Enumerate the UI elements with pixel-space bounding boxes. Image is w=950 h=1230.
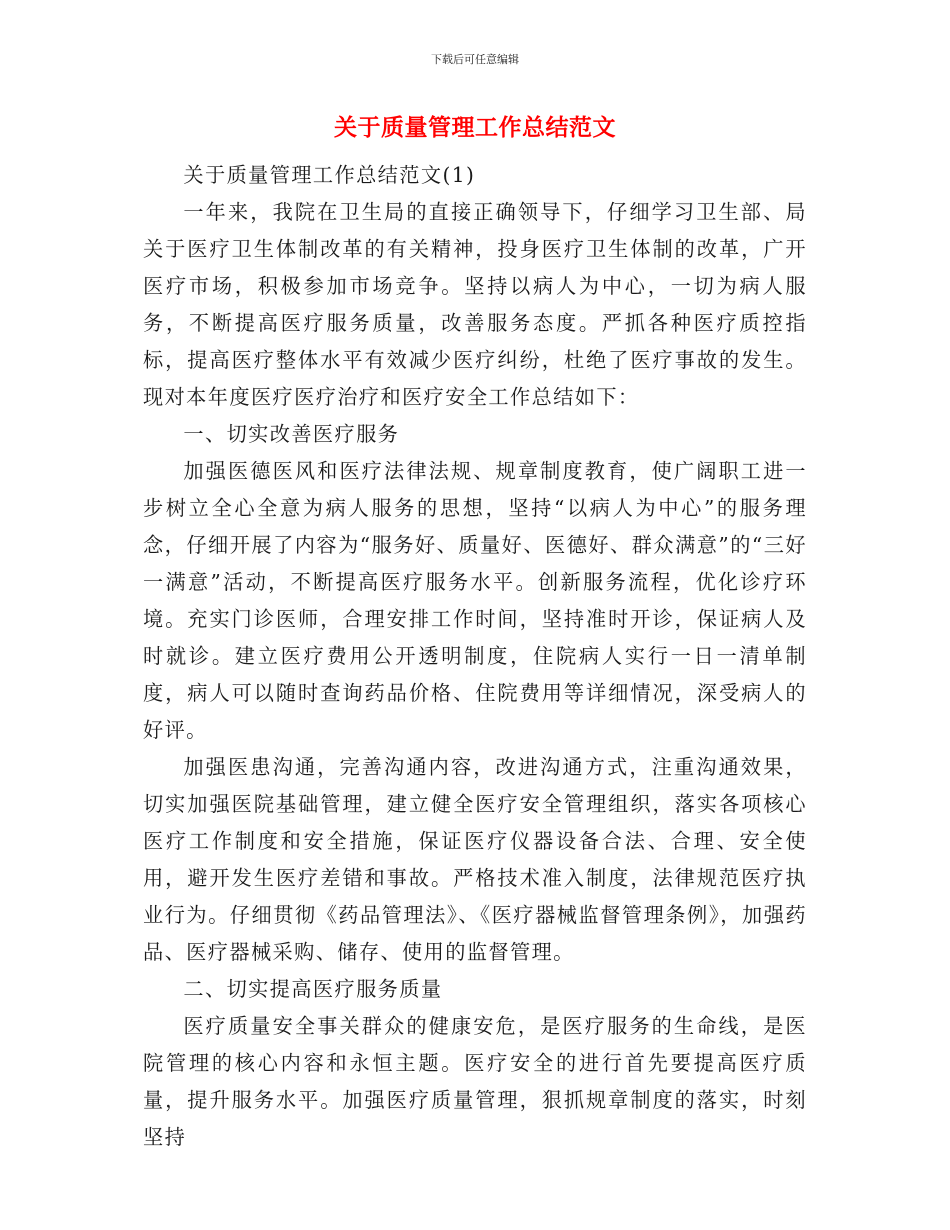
body-paragraph: 医疗质量安全事关群众的健康安危，是医疗服务的生命线，是医院管理的核心内容和永恒主题。医疗安全的进行首先要提高医疗质量，提升服务水平。加强医疗质量管理，狠抓规章制度的落实，时刻坚持 bbox=[143, 1014, 807, 1149]
page-header-note: 下载后可任意编辑 bbox=[431, 53, 519, 66]
document-title: 关于质量管理工作总结范文 bbox=[334, 115, 616, 141]
section-heading: 二、切实提高医疗服务质量 bbox=[183, 977, 443, 1001]
body-paragraph: 加强医德医风和医疗法律法规、规章制度教育，使广阔职工进一步树立全心全意为病人服务的思想，坚持“以病人为中心”的服务理念，仔细开展了内容为“服务好、质量好、医德好、群众满意”的“三好一满意”活动，不断提高医疗服务水平。创新服务流程，优化诊疗环境。充实门诊医师，合理安排工作时间，坚持准时开诊，保证病人及时就诊。建立医疗费用公开透明制度，住院病人实行一日一清单制度，病人可以随时查询药品价格、住院费用等详细情况，深受病人的好评。 bbox=[143, 459, 807, 742]
document-body bbox=[143, 157, 807, 1156]
section-heading: 一、切实改善医疗服务 bbox=[183, 422, 400, 446]
subtitle-paragraph: 关于质量管理工作总结范文(1) bbox=[183, 163, 476, 187]
body-paragraph: 一年来，我院在卫生局的直接正确领导下，仔细学习卫生部、局关于医疗卫生体制改革的有关精神，投身医疗卫生体制的改革，广开医疗市场，积极参加市场竞争。坚持以病人为中心，一切为病人服务，不断提高医疗服务质量，改善服务态度。严抓各种医疗质控指标，提高医疗整体水平有效减少医疗纠纷，杜绝了医疗事故的发生。现对本年度医疗医疗治疗和医疗安全工作总结如下： bbox=[143, 200, 807, 409]
body-paragraph: 加强医患沟通，完善沟通内容，改进沟通方式，注重沟通效果，切实加强医院基础管理，建立健全医疗安全管理组织，落实各项核心医疗工作制度和安全措施，保证医疗仪器设备合法、合理、安全使用，避开发生医疗差错和事故。严格技术准入制度，法律规范医疗执业行为。仔细贯彻《药品管理法》、《医疗器械监督管理条例》，加强药品、医疗器械采购、储存、使用的监督管理。 bbox=[143, 755, 807, 964]
